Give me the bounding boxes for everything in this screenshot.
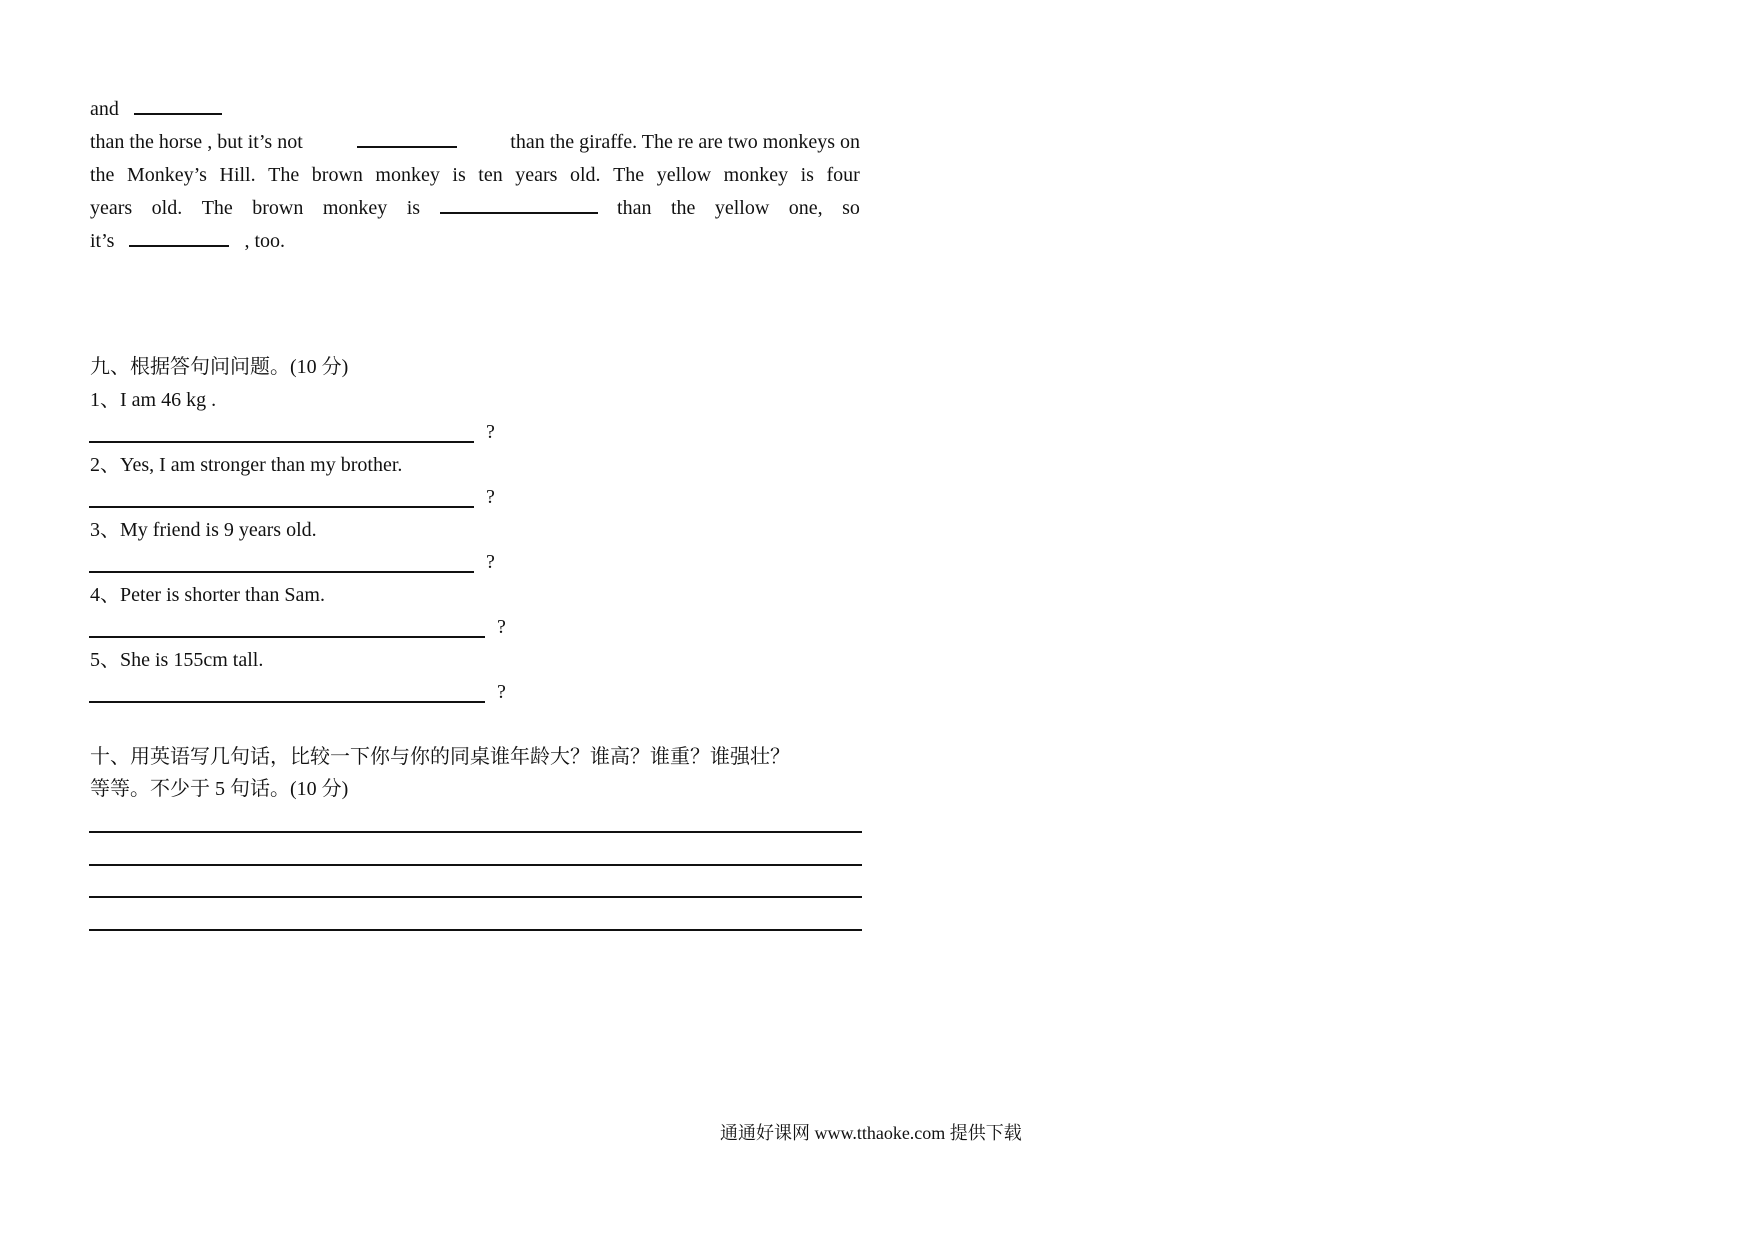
passage-line-5	[90, 225, 860, 258]
answer-line[interactable]	[89, 571, 474, 573]
passage-word: brown	[252, 197, 304, 219]
passage-text: , too.	[244, 230, 286, 252]
section-10-title-cont: 等等。不少于 5 句话。(10 分)	[90, 778, 349, 800]
passage-line-3	[90, 159, 860, 192]
section-10-title: 十、用英语写几句话，比较一下你与你的同桌谁年龄大？谁高？谁重？谁强壮？	[90, 746, 790, 768]
section-9-title: 九、根据答句问问题。(10 分)	[90, 356, 349, 378]
passage-word: is	[452, 164, 466, 186]
passage-word: yellow	[714, 197, 770, 219]
reading-passage	[90, 93, 860, 258]
passage-word: is	[800, 164, 814, 186]
question-prompt: 3、My friend is 9 years old.	[90, 519, 317, 541]
question-prompt: 1、I am 46 kg .	[90, 389, 217, 411]
passage-word: The	[268, 164, 300, 186]
passage-text: and	[90, 98, 119, 120]
question-prompt: 2、Yes, I am stronger than my brother.	[90, 454, 403, 476]
passage-word: Monkey’s	[126, 164, 207, 186]
passage-text: it’s	[90, 230, 115, 252]
answer-line[interactable]	[89, 506, 474, 508]
passage-word: The	[613, 164, 645, 186]
writing-line[interactable]	[89, 929, 862, 931]
question-prompt: 5、She is 155cm tall.	[90, 649, 264, 671]
question-mark: ?	[497, 616, 506, 638]
passage-word: monkey	[723, 164, 789, 186]
passage-line-1	[90, 93, 860, 126]
passage-word: so	[842, 197, 860, 219]
writing-line[interactable]	[89, 896, 862, 898]
passage-word: monkey	[322, 197, 388, 219]
passage-line-4	[90, 192, 860, 225]
passage-word: ten	[478, 164, 503, 186]
passage-text: than the horse , but it’s not	[90, 131, 303, 153]
writing-line[interactable]	[89, 864, 862, 866]
passage-word: one,	[788, 197, 823, 219]
passage-word: monkey	[375, 164, 440, 186]
question-mark: ?	[486, 551, 495, 573]
answer-line[interactable]	[89, 701, 485, 703]
passage-word: old.	[151, 197, 183, 219]
answer-blank[interactable]	[134, 94, 222, 115]
answer-blank[interactable]	[357, 127, 457, 148]
question-mark: ?	[497, 681, 506, 703]
passage-word: is	[406, 197, 421, 219]
passage-word: brown	[311, 164, 363, 186]
answer-blank[interactable]	[440, 193, 598, 214]
page-footer: 通通好课网 www.tthaoke.com 提供下载	[720, 1123, 1022, 1143]
question-prompt: 4、Peter is shorter than Sam.	[90, 584, 325, 606]
passage-word: the	[90, 164, 115, 186]
passage-word: Hill.	[219, 164, 256, 186]
passage-word: the	[670, 197, 696, 219]
passage-word: than	[617, 197, 652, 219]
answer-line[interactable]	[89, 636, 485, 638]
answer-blank[interactable]	[129, 226, 229, 247]
passage-line-2	[90, 126, 860, 159]
question-mark: ?	[486, 421, 495, 443]
passage-word: four	[826, 164, 860, 186]
passage-word: years	[515, 164, 558, 186]
passage-word: yellow	[656, 164, 712, 186]
passage-text: than the giraffe. The re are two monkeys on	[510, 131, 860, 153]
question-mark: ?	[486, 486, 495, 508]
passage-word: years	[90, 197, 133, 219]
passage-word: old.	[569, 164, 601, 186]
answer-line[interactable]	[89, 441, 474, 443]
passage-word: The	[201, 197, 233, 219]
writing-line[interactable]	[89, 831, 862, 833]
